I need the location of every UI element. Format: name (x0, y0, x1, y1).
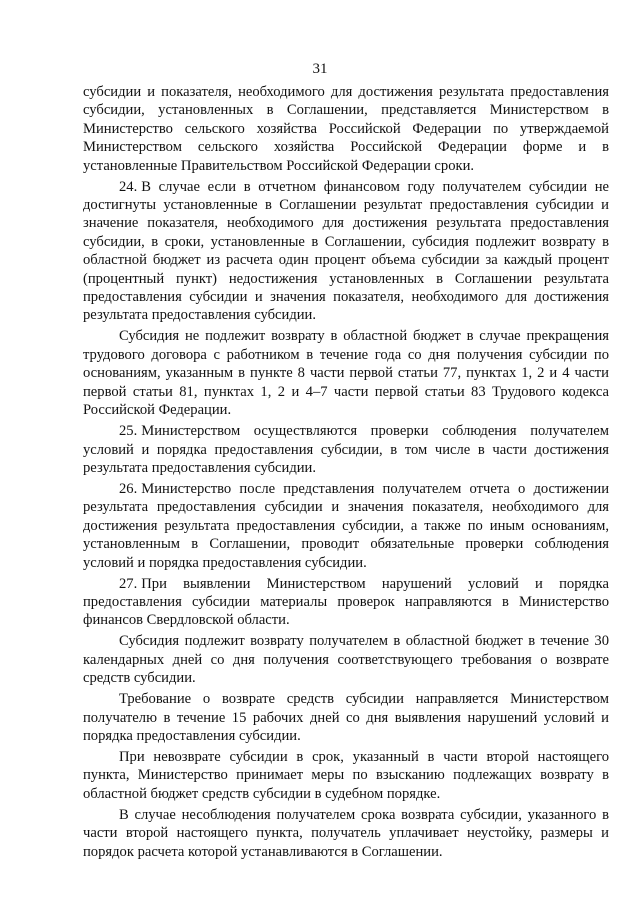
paragraph-text: Субсидия не подлежит возврату в областной бюджет в случае прекращения трудового договора с работником в течение года со дня получения субсидии по основаниям, указанным в пункте 8 части первой статьи 77, пунктах 1, 2 и 4 части первой статьи 81, пунктах 1, 2 и 4–7 части первой статьи 83 Трудового кодекса Российской Федерации. (83, 328, 609, 419)
paragraph-item-26 (83, 480, 609, 572)
page-number: 31 (312, 61, 328, 77)
paragraph (83, 748, 609, 803)
item-number: 27. (119, 575, 138, 592)
paragraph-text: В случае если в отчетном финансовом году получателем субсидии не достигнуты установленные в Соглашении результат предоставления субсидии и значение показателя, необходимого для достижения результата предоставления субсидии, в сроки, установленные в Соглашении, субсидия подлежит возврату в областной бюджет из расчета один процент объема субсидии за каждый процент (процентный пункт) недостижения установленных в Соглашении результата предоставления субсидии и значения показателя, необходимого для достижения результата предоставления субсидии. (83, 178, 609, 324)
paragraph-text: субсидии и показателя, необходимого для достижения результата предоставления субсидии, установленных в Соглашении, представляется Министерством в Министерство сельского хозяйства Российской Федерации по утверждаемой Министерством сельского хозяйства Российской Федерации форме и в установленные Правительством Российской Федерации сроки. (83, 84, 609, 174)
paragraph-text: В случае несоблюдения получателем срока возврата субсидии, указанного в части второй настоящего пункта, получатель уплачивает неустойку, размеры и порядок расчета которой устанавливаются в Соглашении. (83, 806, 609, 860)
paragraph (83, 632, 609, 687)
paragraph (83, 806, 609, 861)
paragraph-text: Субсидия подлежит возврату получателем в областной бюджет в течение 30 календарных дней со дня получения соответствующего требования о возврате средств субсидии. (83, 633, 609, 687)
paragraph-text: Министерство после представления получателем отчета о достижении результата предоставления субсидии и значения показателя, необходимого для достижения результата предоставления субсидии, а также по иным основаниям, установленным в Соглашении, проводит обязательные проверки соблюдения условий и порядка предоставления субсидии. (83, 480, 609, 571)
item-number: 26. (119, 480, 138, 497)
paragraph-text: Требование о возврате средств субсидии направляется Министерством получателю в течение 15 рабочих дней со дня выявления нарушений условий и порядка предоставления субсидии. (83, 691, 609, 744)
paragraph-text: При невозврате субсидии в срок, указанный в части второй настоящего пункта, Министерство принимает меры по взысканию подлежащих возврату в областной бюджет средств субсидии в судебном порядке. (83, 748, 609, 802)
paragraph (83, 327, 609, 419)
item-number: 25. (119, 423, 138, 440)
paragraph-text: Министерством осуществляются проверки соблюдения получателем условий и порядка предоставления субсидии, в том числе в части достижения результата предоставления субсидии. (83, 423, 609, 476)
paragraph (83, 690, 609, 745)
paragraph-item-24 (83, 178, 609, 325)
paragraph-item-25 (83, 422, 609, 477)
paragraph-text: При выявлении Министерством нарушений условий и порядка предоставления субсидии материалы проверок направляются в Министерство финансов Свердловской области. (83, 575, 609, 629)
item-number: 24. (119, 178, 138, 195)
paragraph-item-27 (83, 575, 609, 630)
document-body (83, 83, 609, 864)
paragraph-continued (83, 83, 609, 175)
